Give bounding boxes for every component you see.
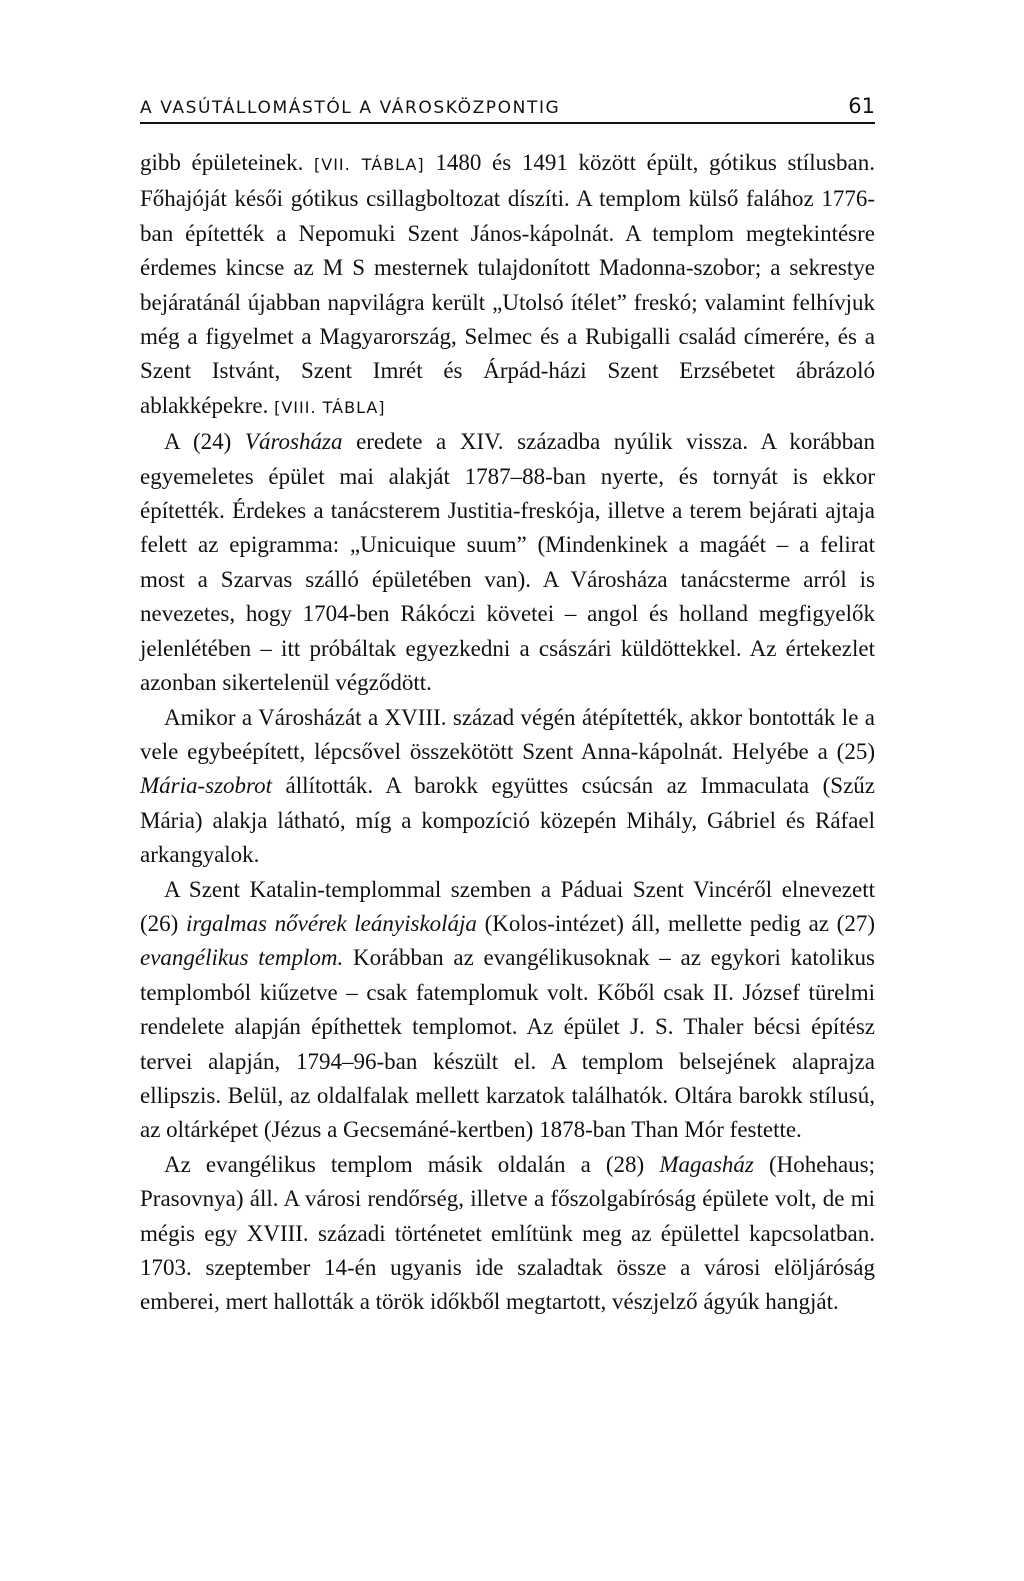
emphasized-term: Városháza [244,429,343,455]
paragraph [140,873,875,1148]
paragraph [140,701,875,873]
book-page [140,78,875,1320]
plate-reference: [VIII. TÁBLA] [274,397,386,417]
text-run: Amikor a Városházát a XVIII. század végén átépítették, akkor bontották le a vele egybeépített, lépcsővel összekötött Szent Anna-kápolnát. Helyébe a (25) [140,704,875,764]
text-run: gibb épületeinek. [140,150,314,175]
text-run: (Kolos-intézet) áll, mellette pedig az (27) [476,910,875,936]
emphasized-term: Mária-szobrot [140,773,273,799]
text-run: 1480 és 1491 között épült, gótikus stílusban. Főhajóját késői gótikus csillagboltozat díszíti. A templom külső falához 1776-ban építették a Nepomuki Szent János-kápolnát. A templom megtekintésre érdemes kincse az M S mesternek tulajdonított Madonna-szobor; a sekrestye bejáratánál újabban napvilágra került „Utolsó ítélet” freskó; valamint felhívjuk még a figyelmet a Magyarország, Selmec és a Rubigalli család címerére, és a Szent Istvánt, Szent Imrét és Árpád-házi Szent Erzsébetet ábrázoló ablakképekre. [140,150,875,418]
running-header [140,78,875,124]
paragraph [140,146,875,425]
plate-reference: [VII. TÁBLA] [314,155,425,174]
paragraph [140,1148,875,1320]
text-run: Az evangélikus templom másik oldalán a (28) [164,1151,660,1177]
text-run: eredete a XIV. századba nyúlik vissza. A korábban egyemeletes épület mai alakját 1787–88-ban nyerte, és tornyát is ekkor építették. Érdekes a tanácsterem Justitia-freskója, illetve a terem bejárati ajtaja felett az epigramma: „Unicuique suum” (Mindenkinek a magáét – a felirat most a Szarvas szálló épületében van). A Városháza tanácsterme arról is nevezetes, hogy 1704-ben Rákóczi követei – angol és holland megfigyelők jelenlétében – itt próbáltak egyezkedni a császári küldöttekkel. Az értekezlet azonban sikertelenül végződött. [140,429,875,696]
emphasized-term: irgalmas nővérek leányiskolája [186,910,477,936]
text-run: A Szent Katalin-templommal szemben a Páduai Szent Vincéről elnevezett (26) [140,876,875,936]
text-run: A (24) [164,429,245,455]
page-number: 61 [848,94,875,118]
text-run: állították. A barokk együttes csúcsán az Immaculata (Szűz Mária) alakja látható, míg a kompozíció közepén Mihály, Gábriel és Ráfael arkangyalok. [140,773,875,868]
chapter-title: A VASÚTÁLLOMÁSTÓL A VÁROSKÖZPONTIG [140,98,561,118]
text-run: (Hohehaus; Prasovnya) áll. A városi rendőrség, illetve a főszolgabíróság épülete volt, de mi mégis egy XVIII. századi történetet említünk meg az épülettel kapcsolatban. 1703. szeptember 14-én ugyanis ide szaladtak össze a városi elöljáróság emberei, mert hallották a török időkből megtartott, vészjelző ágyúk hangját. [140,1151,876,1315]
text-run: Korábban az evangélikusoknak – az egykori katolikus templomból kiűzetve – csak fatemplomuk volt. Kőből csak II. József türelmi rendelete alapján építhettek templomot. Az épület J. S. Thaler bécsi építész tervei alapján, 1794–96-ban készült el. A templom belsejének alaprajza ellipszis. Belül, az oldalfalak mellett karzatok találhatók. Oltára barokk stílusú, az oltárképet (Jézus a Gecsemáné-kertben) 1878-ban Than Mór festette. [140,945,875,1143]
emphasized-term: evangélikus templom. [140,945,344,971]
emphasized-term: Magasház [659,1151,754,1177]
paragraph [140,425,875,700]
body-text [140,146,875,1320]
